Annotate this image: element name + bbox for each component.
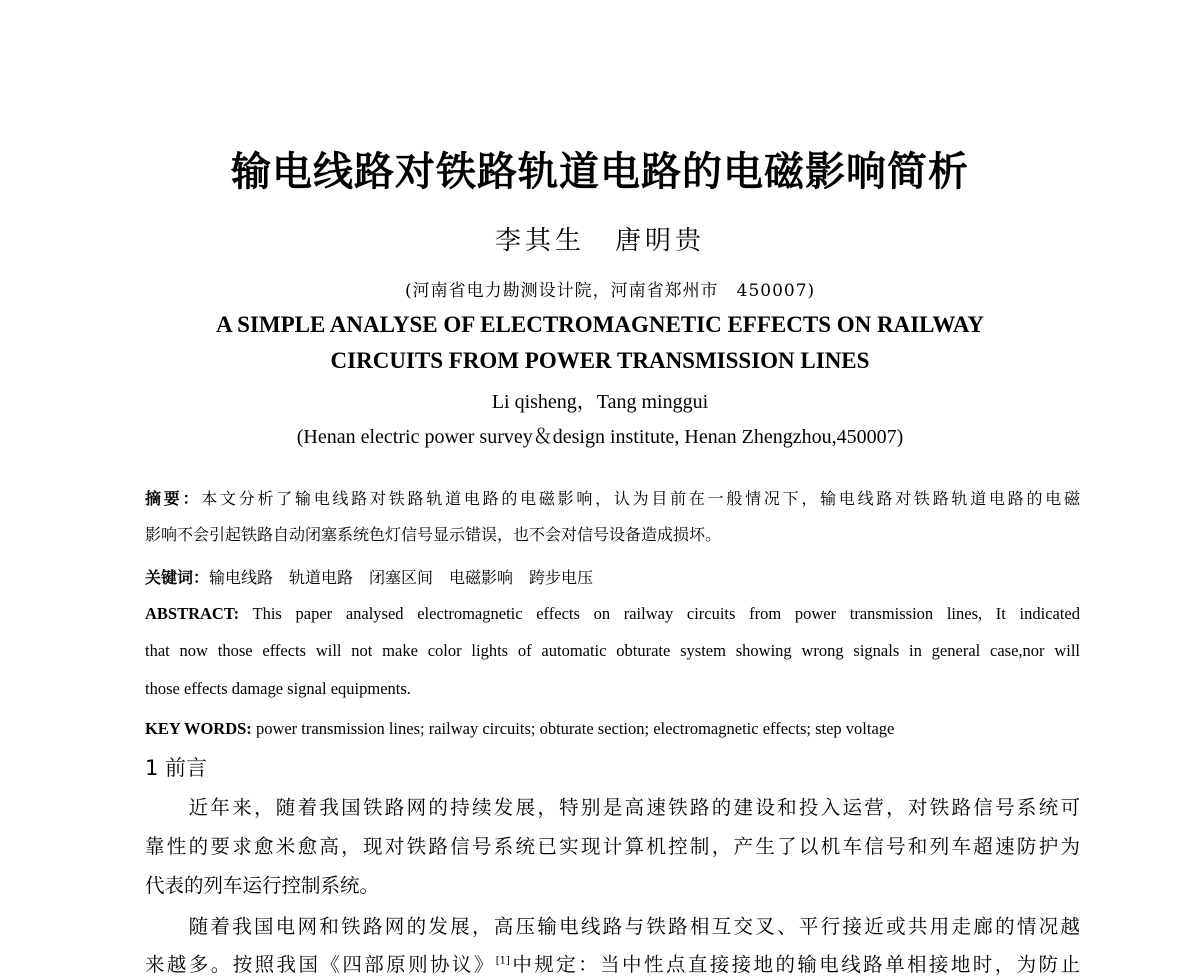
paragraph-line bbox=[145, 949, 1080, 977]
abstract-text: 本文分析了输电线路对铁路轨道电路的电磁影响，认为目前在一般情况下，输电线路对铁路轨道电路的电磁 bbox=[201, 489, 1080, 508]
keywords-en-text: power transmission lines; railway circuits; obturate section; electromagnetic effects; step voltage bbox=[255, 719, 895, 738]
abstract-label: 摘要： bbox=[145, 489, 202, 508]
paragraph-text: 来越多。按照我国《四部原则协议》 bbox=[145, 953, 496, 976]
section-heading: 1 前言 bbox=[145, 756, 208, 780]
keywords-en-label: KEY WORDS: bbox=[145, 719, 252, 738]
paragraph-line: 随着我国电网和铁路网的发展，高压输电线路与铁路相互交叉、平行接近或共用走廊的情况越 bbox=[145, 915, 1080, 938]
authors: 李其生 唐明贵 bbox=[494, 226, 705, 256]
english-title-line-2: CIRCUITS FROM POWER TRANSMISSION LINES bbox=[330, 348, 870, 373]
paper-title: 输电线路对铁路轨道电路的电磁影响简析 bbox=[231, 149, 969, 195]
paragraph-line: 靠性的要求愈米愈高，现对铁路信号系统已实现计算机控制，产生了以机车信号和列车超速防护为 bbox=[145, 835, 1080, 858]
english-title-line-1: A SIMPLE ANALYSE OF ELECTROMAGNETIC EFFECTS ON RAILWAY bbox=[216, 312, 984, 337]
english-authors: Li qisheng，Tang minggui bbox=[491, 391, 709, 413]
keywords-text: 输电线路 轨道电路 闭塞区间 电磁影响 跨步电压 bbox=[209, 568, 594, 587]
keywords-label: 关键词： bbox=[145, 568, 210, 587]
paragraph-text: 中规定：当中性点直接接地的输电线路单相接地时，为防止 bbox=[509, 953, 1080, 976]
keywords-en bbox=[145, 719, 894, 739]
abstract-cn-line-1 bbox=[145, 486, 1080, 509]
abstract-en-text: This paper analysed electromagnetic effects on railway circuits from power transmission lines, It indicated bbox=[252, 604, 1080, 623]
paragraph-line: 代表的列车运行控制系统。 bbox=[145, 874, 380, 897]
abstract-en-line-1 bbox=[145, 604, 1080, 624]
affiliation: (河南省电力勘测设计院，河南省郑州市 450007) bbox=[405, 281, 816, 301]
paragraph-line: 近年来，随着我国铁路网的持续发展，特别是高速铁路的建设和投入运营，对铁路信号系统可 bbox=[145, 796, 1080, 819]
abstract-cn-line-2: 影响不会引起铁路自动闭塞系统色灯信号显示错误，也不会对信号设备造成损坏。 bbox=[145, 525, 722, 544]
citation-ref[interactable]: [1] bbox=[495, 955, 510, 967]
english-affiliation: (Henan electric power survey＆design institute, Henan Zhengzhou,450007) bbox=[296, 426, 904, 448]
abstract-en-line-2: that now those effects will not make color lights of automatic obturate system showing wrong signals in general case,nor will bbox=[145, 641, 1080, 660]
abstract-en-line-3: those effects damage signal equipments. bbox=[145, 679, 411, 698]
abstract-en-label: ABSTRACT: bbox=[145, 604, 240, 623]
keywords-cn bbox=[145, 565, 593, 588]
